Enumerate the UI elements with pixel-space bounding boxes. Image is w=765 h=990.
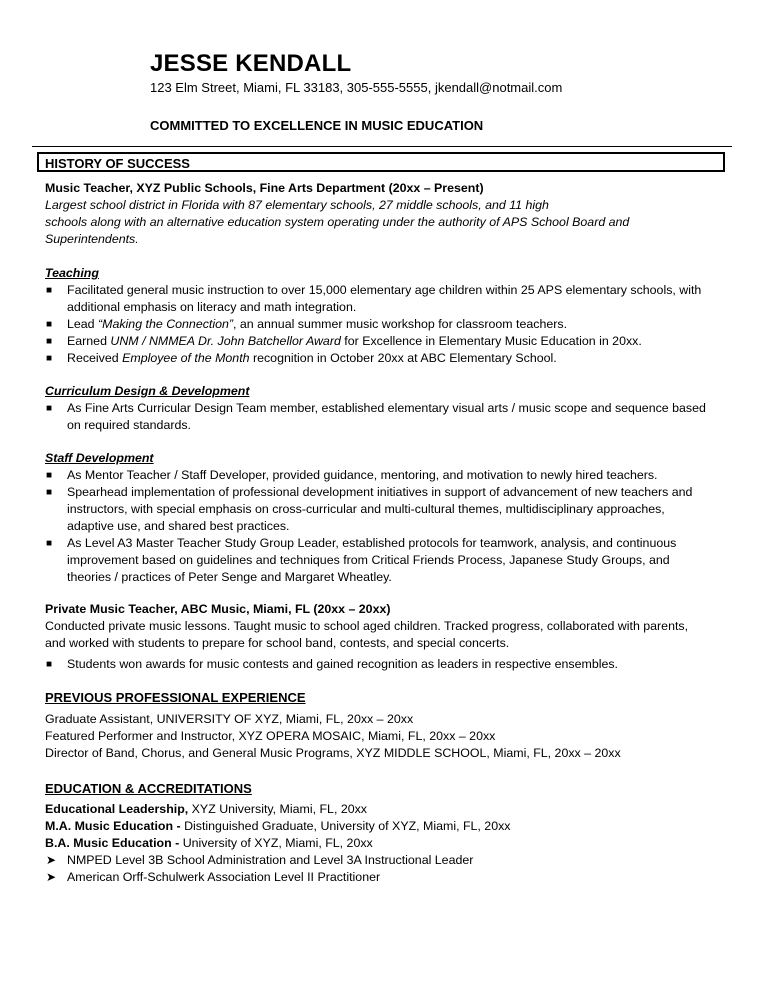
applicant-name: JESSE KENDALL xyxy=(150,50,352,77)
square-bullet-icon: ■ xyxy=(46,487,53,498)
divider xyxy=(32,146,732,147)
education-item: B.A. Music Education - University of XYZ, Miami, FL, 20xx xyxy=(45,836,373,850)
square-bullet-icon: ■ xyxy=(46,336,53,347)
previous-experience-heading: PREVIOUS PROFESSIONAL EXPERIENCE xyxy=(45,690,306,705)
contact-info: 123 Elm Street, Miami, FL 33183, 305-555-5555, jkendall@notmail.com xyxy=(150,80,563,95)
curriculum-bullet-line: As Fine Arts Curricular Design Team member, established elementary visual arts / music scope and sequence based xyxy=(67,401,706,415)
arrow-bullet-icon: ➤ xyxy=(46,870,57,884)
teaching-bullet-line: Facilitated general music instruction to over 15,000 elementary age children within 25 APS elementary schools, with xyxy=(67,283,702,297)
staff-bullet-line: As Mentor Teacher / Staff Developer, provided guidance, mentoring, and motivation to newly hired teachers. xyxy=(67,468,658,482)
job2-title: Private Music Teacher, ABC Music, Miami, FL (20xx – 20xx) xyxy=(45,602,391,616)
history-section-header xyxy=(37,152,725,172)
job1-desc-line: Largest school district in Florida with 87 elementary schools, 27 middle schools, and 11 high xyxy=(45,198,549,212)
previous-item: Featured Performer and Instructor, XYZ OPERA MOSAIC, Miami, FL, 20xx – 20xx xyxy=(45,729,496,743)
staff-heading: Staff Development xyxy=(45,451,154,465)
square-bullet-icon: ■ xyxy=(46,319,53,330)
staff-bullet-line: adaptive use, and shared best practices. xyxy=(67,519,290,533)
previous-item: Graduate Assistant, UNIVERSITY OF XYZ, Miami, FL, 20xx – 20xx xyxy=(45,712,414,726)
staff-bullet-line: Spearhead implementation of professional development initiatives in support of advancement of new teachers and xyxy=(67,485,693,499)
staff-bullet-line: As Level A3 Master Teacher Study Group Leader, established protocols for teamwork, analysis, and continuous xyxy=(67,536,677,550)
arrow-bullet-icon: ➤ xyxy=(46,853,57,867)
teaching-bullet-line: Earned UNM / NMMEA Dr. John Batchellor Award for Excellence in Elementary Music Education in 20xx. xyxy=(67,334,642,348)
square-bullet-icon: ■ xyxy=(46,285,53,296)
job2-bullet-line: Students won awards for music contests and gained recognition as leaders in respective ensembles. xyxy=(67,657,618,671)
teaching-bullet-line: Lead “Making the Connection”, an annual summer music workshop for classroom teachers. xyxy=(67,317,568,331)
job2-desc-line: Conducted private music lessons. Taught music to school aged children. Tracked progress, collaborated with parents, xyxy=(45,619,689,633)
square-bullet-icon: ■ xyxy=(46,470,53,481)
accreditation-item: American Orff-Schulwerk Association Level II Practitioner xyxy=(67,870,381,884)
teaching-bullet-line: Received Employee of the Month recognition in October 20xx at ABC Elementary School. xyxy=(67,351,557,365)
job1-title: Music Teacher, XYZ Public Schools, Fine Arts Department (20xx – Present) xyxy=(45,181,484,195)
job2-desc-line: and worked with students to prepare for school band, contests, and special concerts. xyxy=(45,636,510,650)
square-bullet-icon: ■ xyxy=(46,538,53,549)
teaching-bullet-line: additional emphasis on literacy and math integration. xyxy=(67,300,357,314)
curriculum-bullet-line: on required standards. xyxy=(67,418,191,432)
education-item: Educational Leadership, XYZ University, Miami, FL, 20xx xyxy=(45,802,367,816)
previous-item: Director of Band, Chorus, and General Music Programs, XYZ MIDDLE SCHOOL, Miami, FL, 20xx – 20xx xyxy=(45,746,621,760)
square-bullet-icon: ■ xyxy=(46,659,53,670)
history-title: HISTORY OF SUCCESS xyxy=(45,156,190,171)
teaching-heading: Teaching xyxy=(45,266,99,280)
tagline: COMMITTED TO EXCELLENCE IN MUSIC EDUCATION xyxy=(150,118,484,133)
square-bullet-icon: ■ xyxy=(46,353,53,364)
staff-bullet-line: improvement based on guidelines and techniques from Critical Friends Process, Japanese Study Groups, and xyxy=(67,553,670,567)
accreditation-item: NMPED Level 3B School Administration and Level 3A Instructional Leader xyxy=(67,853,474,867)
staff-bullet-line: instructors, with special emphasis on cross-curricular and multi-cultural themes, multidisciplinary approaches, xyxy=(67,502,665,516)
education-item: M.A. Music Education - Distinguished Graduate, University of XYZ, Miami, FL, 20xx xyxy=(45,819,511,833)
job1-desc-line: schools along with an alternative education system operating under the authority of APS School Board and xyxy=(45,215,630,229)
job1-desc-line: Superintendents. xyxy=(45,232,139,246)
curriculum-heading: Curriculum Design & Development xyxy=(45,384,250,398)
square-bullet-icon: ■ xyxy=(46,403,53,414)
education-heading: EDUCATION & ACCREDITATIONS xyxy=(45,781,252,796)
staff-bullet-line: theories / practices of Peter Senge and Margaret Wheatley. xyxy=(67,570,392,584)
